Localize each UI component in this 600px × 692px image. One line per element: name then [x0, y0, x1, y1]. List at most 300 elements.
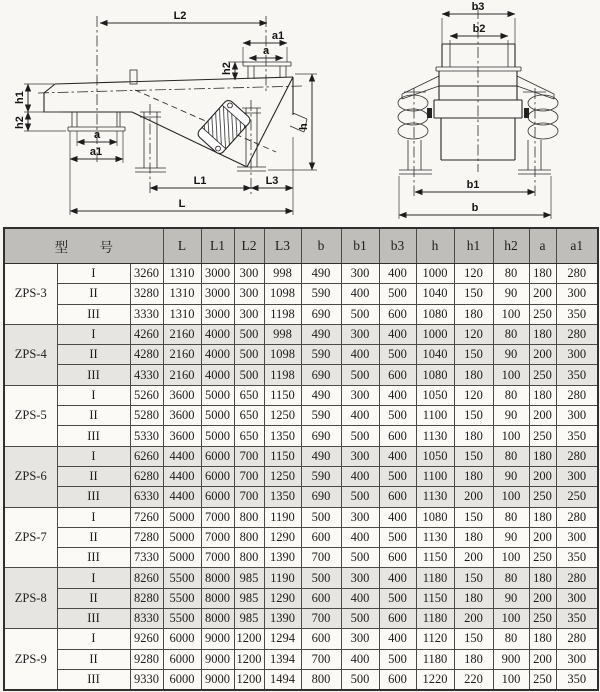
value-cell: 9000 — [201, 629, 234, 649]
value-cell: 1190 — [264, 507, 301, 527]
outlet-chute-walls — [248, 66, 286, 79]
inlet-chute-walls — [72, 112, 120, 127]
col-header-L2: L2 — [234, 228, 264, 264]
col-header-L1: L1 — [201, 228, 234, 264]
variant-cell: III — [57, 487, 130, 507]
value-cell: 200 — [529, 406, 556, 426]
value-cell: 8000 — [201, 609, 234, 629]
chute-bottom-flange — [436, 67, 521, 71]
model-cell: ZPS-9 — [4, 629, 57, 690]
value-cell: 3000 — [201, 304, 234, 324]
value-cell: 1098 — [264, 284, 301, 304]
value-cell: 1130 — [416, 527, 454, 547]
col-header-b1: b1 — [341, 228, 379, 264]
variant-cell: II — [57, 345, 130, 365]
value-cell: 7260 — [130, 507, 163, 527]
value-cell: 8260 — [130, 568, 163, 588]
value-cell: 800 — [301, 669, 341, 690]
value-cell: 500 — [341, 669, 379, 690]
trough-top-edge — [55, 77, 293, 84]
value-cell: 350 — [556, 669, 598, 690]
value-cell: 5500 — [163, 609, 201, 629]
dim-label-b3: b3 — [471, 1, 485, 13]
value-cell: 350 — [556, 304, 598, 324]
dim-label-h2-left: h2 — [14, 116, 26, 129]
value-cell: 1494 — [264, 669, 301, 690]
variant-cell: II — [57, 649, 130, 669]
value-cell: 1250 — [264, 406, 301, 426]
dim-label-L: L — [178, 198, 186, 210]
value-cell: 400 — [379, 264, 416, 284]
value-cell: 1040 — [416, 284, 454, 304]
value-cell: 690 — [301, 426, 341, 446]
value-cell: 590 — [301, 466, 341, 486]
variant-cell: I — [57, 446, 130, 466]
value-cell: 1120 — [416, 629, 454, 649]
value-cell: 280 — [556, 568, 598, 588]
value-cell: 1000 — [416, 264, 454, 284]
value-cell: 200 — [454, 609, 493, 629]
value-cell: 300 — [341, 264, 379, 284]
value-cell: 998 — [264, 324, 301, 344]
value-cell: 250 — [529, 669, 556, 690]
value-cell: 6000 — [201, 466, 234, 486]
value-cell: 500 — [234, 365, 264, 385]
value-cell: 90 — [493, 284, 529, 304]
value-cell: 4000 — [201, 345, 234, 365]
value-cell: 90 — [493, 527, 529, 547]
value-cell: 1080 — [416, 507, 454, 527]
value-cell: 9330 — [130, 669, 163, 690]
value-cell: 80 — [493, 324, 529, 344]
value-cell: 7000 — [201, 527, 234, 547]
value-cell: 8330 — [130, 609, 163, 629]
table-row — [4, 466, 598, 486]
value-cell: 280 — [556, 446, 598, 466]
value-cell: 400 — [379, 385, 416, 405]
value-cell: 90 — [493, 588, 529, 608]
table-row — [4, 588, 598, 608]
value-cell: 5280 — [130, 406, 163, 426]
value-cell: 1180 — [416, 568, 454, 588]
table-row — [4, 406, 598, 426]
variant-cell: III — [57, 609, 130, 629]
value-cell: 700 — [234, 446, 264, 466]
value-cell: 690 — [301, 365, 341, 385]
value-cell: 9000 — [201, 649, 234, 669]
value-cell: 500 — [341, 304, 379, 324]
value-cell: 80 — [493, 629, 529, 649]
value-cell: 600 — [379, 426, 416, 446]
value-cell: 180 — [454, 365, 493, 385]
value-cell: 490 — [301, 446, 341, 466]
variant-cell: III — [57, 669, 130, 690]
value-cell: 100 — [493, 304, 529, 324]
outlet-flange — [243, 62, 291, 66]
dimension-table — [3, 227, 599, 691]
value-cell: 250 — [529, 548, 556, 568]
table-row — [4, 669, 598, 690]
dim-label-L1: L1 — [193, 175, 207, 187]
value-cell: 690 — [301, 304, 341, 324]
value-cell: 200 — [529, 649, 556, 669]
value-cell: 300 — [556, 588, 598, 608]
table-row — [4, 487, 598, 507]
value-cell: 7280 — [130, 527, 163, 547]
table-row — [4, 385, 598, 405]
value-cell: 180 — [529, 568, 556, 588]
value-cell: 1150 — [416, 548, 454, 568]
value-cell: 1150 — [416, 588, 454, 608]
col-header-h: h — [416, 228, 454, 264]
model-cell: ZPS-8 — [4, 568, 57, 629]
value-cell: 200 — [454, 487, 493, 507]
value-cell: 1310 — [163, 284, 201, 304]
value-cell: 80 — [493, 568, 529, 588]
value-cell: 500 — [341, 609, 379, 629]
value-cell: 1040 — [416, 345, 454, 365]
value-cell: 5000 — [201, 406, 234, 426]
variant-cell: II — [57, 406, 130, 426]
value-cell: 5260 — [130, 385, 163, 405]
value-cell: 600 — [301, 527, 341, 547]
value-cell: 500 — [379, 284, 416, 304]
value-cell: 180 — [529, 264, 556, 284]
value-cell: 1000 — [416, 324, 454, 344]
dim-label-L2: L2 — [173, 10, 187, 22]
value-cell: 4000 — [201, 365, 234, 385]
value-cell: 6260 — [130, 446, 163, 466]
value-cell: 100 — [493, 548, 529, 568]
value-cell: 900 — [493, 649, 529, 669]
value-cell: 100 — [493, 365, 529, 385]
left-leg-end-view — [399, 140, 432, 174]
variant-cell: II — [57, 527, 130, 547]
value-cell: 400 — [379, 446, 416, 466]
col-header-a: a — [529, 228, 556, 264]
value-cell: 1150 — [264, 385, 301, 405]
value-cell: 490 — [301, 385, 341, 405]
value-cell: 4280 — [130, 345, 163, 365]
value-cell: 4330 — [130, 365, 163, 385]
value-cell: 3600 — [163, 426, 201, 446]
value-cell: 5000 — [201, 426, 234, 446]
value-cell: 400 — [379, 568, 416, 588]
value-cell: 400 — [341, 527, 379, 547]
value-cell: 200 — [529, 588, 556, 608]
value-cell: 8000 — [201, 588, 234, 608]
value-cell: 1150 — [264, 446, 301, 466]
table-row — [4, 365, 598, 385]
value-cell: 1220 — [416, 669, 454, 690]
value-cell: 1394 — [264, 649, 301, 669]
value-cell: 350 — [556, 548, 598, 568]
value-cell: 150 — [454, 629, 493, 649]
variant-cell: I — [57, 264, 130, 284]
value-cell: 700 — [301, 609, 341, 629]
table-row — [4, 568, 598, 588]
table-row — [4, 304, 598, 324]
value-cell: 690 — [301, 487, 341, 507]
value-cell: 650 — [234, 385, 264, 405]
value-cell: 1080 — [416, 304, 454, 324]
end-view-drawing — [330, 0, 600, 227]
model-cell: ZPS-3 — [4, 264, 57, 325]
value-cell: 500 — [301, 507, 341, 527]
value-cell: 800 — [234, 548, 264, 568]
value-cell: 150 — [454, 568, 493, 588]
value-cell: 1390 — [264, 609, 301, 629]
value-cell: 590 — [301, 406, 341, 426]
value-cell: 300 — [234, 284, 264, 304]
value-cell: 250 — [556, 487, 598, 507]
value-cell: 400 — [379, 324, 416, 344]
value-cell: 400 — [379, 507, 416, 527]
variant-cell: I — [57, 629, 130, 649]
value-cell: 1290 — [264, 527, 301, 547]
value-cell: 8280 — [130, 588, 163, 608]
value-cell: 300 — [234, 304, 264, 324]
value-cell: 9260 — [130, 629, 163, 649]
value-cell: 1130 — [416, 426, 454, 446]
value-cell: 5000 — [163, 548, 201, 568]
value-cell: 800 — [234, 507, 264, 527]
value-cell: 300 — [556, 406, 598, 426]
value-cell: 1190 — [264, 568, 301, 588]
value-cell: 7330 — [130, 548, 163, 568]
trough-left-end — [44, 84, 132, 112]
model-cell: ZPS-4 — [4, 324, 57, 385]
value-cell: 6000 — [163, 629, 201, 649]
value-cell: 650 — [234, 406, 264, 426]
col-header-a1: a1 — [556, 228, 598, 264]
value-cell: 300 — [341, 507, 379, 527]
value-cell: 150 — [454, 507, 493, 527]
chute-outline — [442, 44, 515, 67]
variant-cell: I — [57, 385, 130, 405]
value-cell: 180 — [454, 588, 493, 608]
variant-cell: III — [57, 548, 130, 568]
value-cell: 350 — [556, 365, 598, 385]
value-cell: 80 — [493, 385, 529, 405]
variant-cell: III — [57, 426, 130, 446]
table-row — [4, 609, 598, 629]
value-cell: 985 — [234, 609, 264, 629]
value-cell: 400 — [341, 284, 379, 304]
value-cell: 985 — [234, 568, 264, 588]
value-cell: 100 — [493, 426, 529, 446]
value-cell: 150 — [454, 406, 493, 426]
value-cell: 5000 — [163, 527, 201, 547]
value-cell: 280 — [556, 629, 598, 649]
table-header-row — [4, 228, 598, 264]
value-cell: 250 — [529, 304, 556, 324]
value-cell: 250 — [529, 609, 556, 629]
value-cell: 490 — [301, 264, 341, 284]
value-cell: 150 — [454, 345, 493, 365]
value-cell: 500 — [234, 324, 264, 344]
value-cell: 9000 — [201, 669, 234, 690]
value-cell: 300 — [341, 385, 379, 405]
value-cell: 1100 — [416, 406, 454, 426]
value-cell: 700 — [301, 548, 341, 568]
value-cell: 180 — [529, 507, 556, 527]
variant-cell: II — [57, 284, 130, 304]
value-cell: 180 — [454, 304, 493, 324]
col-header-L: L — [163, 228, 201, 264]
value-cell: 500 — [341, 426, 379, 446]
trough-centerline — [38, 86, 302, 93]
value-cell: 200 — [529, 466, 556, 486]
table-row — [4, 446, 598, 466]
dim-label-h: h — [298, 123, 310, 130]
value-cell: 1098 — [264, 345, 301, 365]
col-header-L3: L3 — [264, 228, 301, 264]
value-cell: 600 — [379, 487, 416, 507]
value-cell: 9280 — [130, 649, 163, 669]
value-cell: 180 — [529, 629, 556, 649]
value-cell: 6000 — [201, 446, 234, 466]
value-cell: 1050 — [416, 446, 454, 466]
value-cell: 280 — [556, 507, 598, 527]
value-cell: 80 — [493, 264, 529, 284]
value-cell: 90 — [493, 406, 529, 426]
value-cell: 1100 — [416, 466, 454, 486]
engineering-drawings — [0, 0, 600, 227]
dim-label-b2: b2 — [472, 23, 486, 35]
value-cell: 3330 — [130, 304, 163, 324]
value-cell: 400 — [341, 406, 379, 426]
left-spring-isolator — [398, 92, 432, 139]
table-row — [4, 629, 598, 649]
value-cell: 300 — [556, 649, 598, 669]
value-cell: 1200 — [234, 669, 264, 690]
value-cell: 1180 — [416, 649, 454, 669]
value-cell: 1050 — [416, 385, 454, 405]
value-cell: 7000 — [201, 548, 234, 568]
value-cell: 4400 — [163, 446, 201, 466]
value-cell: 400 — [379, 629, 416, 649]
value-cell: 2160 — [163, 345, 201, 365]
value-cell: 180 — [529, 446, 556, 466]
value-cell: 180 — [454, 649, 493, 669]
variant-cell: I — [57, 507, 130, 527]
table-row — [4, 527, 598, 547]
value-cell: 200 — [529, 345, 556, 365]
value-cell: 1130 — [416, 487, 454, 507]
chute-inner-walls — [450, 44, 508, 67]
value-cell: 4000 — [201, 324, 234, 344]
value-cell: 120 — [454, 324, 493, 344]
value-cell: 180 — [529, 385, 556, 405]
value-cell: 1350 — [264, 426, 301, 446]
value-cell: 985 — [234, 588, 264, 608]
value-cell: 400 — [341, 588, 379, 608]
value-cell: 1290 — [264, 588, 301, 608]
value-cell: 120 — [454, 264, 493, 284]
variant-cell: III — [57, 304, 130, 324]
value-cell: 3600 — [163, 385, 201, 405]
value-cell: 300 — [341, 446, 379, 466]
value-cell: 3280 — [130, 284, 163, 304]
value-cell: 250 — [529, 426, 556, 446]
value-cell: 5500 — [163, 588, 201, 608]
dim-label-b: b — [471, 202, 479, 214]
value-cell: 600 — [379, 609, 416, 629]
value-cell: 300 — [556, 527, 598, 547]
table-row — [4, 426, 598, 446]
value-cell: 500 — [379, 527, 416, 547]
value-cell: 400 — [341, 345, 379, 365]
value-cell: 200 — [454, 548, 493, 568]
value-cell: 1310 — [163, 264, 201, 284]
value-cell: 90 — [493, 466, 529, 486]
table-row — [4, 264, 598, 284]
value-cell: 80 — [493, 507, 529, 527]
value-cell: 4400 — [163, 466, 201, 486]
value-cell: 490 — [301, 324, 341, 344]
value-cell: 6330 — [130, 487, 163, 507]
value-cell: 300 — [234, 264, 264, 284]
variant-cell: II — [57, 466, 130, 486]
value-cell: 7000 — [201, 507, 234, 527]
value-cell: 100 — [493, 487, 529, 507]
dim-label-h1: h1 — [14, 91, 26, 104]
variant-cell: II — [57, 588, 130, 608]
table-row — [4, 507, 598, 527]
value-cell: 500 — [379, 588, 416, 608]
value-cell: 5330 — [130, 426, 163, 446]
value-cell: 6000 — [163, 649, 201, 669]
value-cell: 250 — [529, 487, 556, 507]
value-cell: 150 — [454, 446, 493, 466]
table-body — [4, 264, 598, 691]
model-cell: ZPS-7 — [4, 507, 57, 568]
dim-label-h2-top: h2 — [221, 62, 233, 75]
value-cell: 590 — [301, 284, 341, 304]
value-cell: 90 — [493, 345, 529, 365]
right-spring-isolator — [523, 92, 558, 139]
value-cell: 1200 — [234, 649, 264, 669]
value-cell: 100 — [493, 609, 529, 629]
variant-cell: I — [57, 568, 130, 588]
value-cell: 1310 — [163, 304, 201, 324]
value-cell: 1294 — [264, 629, 301, 649]
model-cell: ZPS-6 — [4, 446, 57, 507]
value-cell: 200 — [529, 284, 556, 304]
model-column-header: 型 号 — [4, 228, 163, 264]
table-row — [4, 324, 598, 344]
value-cell: 300 — [556, 345, 598, 365]
value-cell: 300 — [341, 629, 379, 649]
value-cell: 1080 — [416, 365, 454, 385]
side-view-drawing — [0, 0, 330, 227]
value-cell: 280 — [556, 385, 598, 405]
value-cell: 400 — [341, 466, 379, 486]
value-cell: 500 — [379, 466, 416, 486]
value-cell: 6000 — [163, 669, 201, 690]
dim-label-a-bottom: a — [93, 129, 101, 141]
value-cell: 500 — [301, 568, 341, 588]
value-cell: 1250 — [264, 466, 301, 486]
value-cell: 600 — [301, 629, 341, 649]
value-cell: 600 — [379, 548, 416, 568]
value-cell: 6280 — [130, 466, 163, 486]
variant-cell: I — [57, 324, 130, 344]
value-cell: 300 — [556, 284, 598, 304]
value-cell: 1198 — [264, 304, 301, 324]
value-cell: 2160 — [163, 365, 201, 385]
